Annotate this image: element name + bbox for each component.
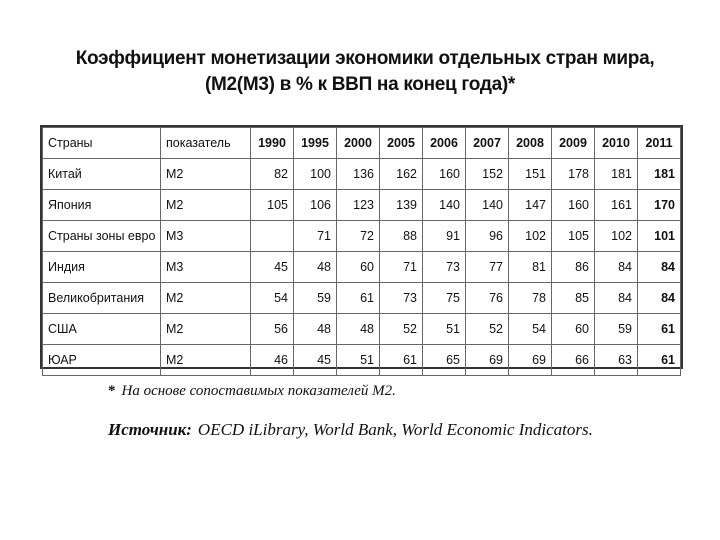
title-line-2: (М2(М3) в % к ВВП на конец года)* (204, 74, 515, 95)
country-cell: Индия (43, 252, 161, 283)
value-cell: 101 (638, 221, 681, 252)
value-cell: 76 (466, 283, 509, 314)
country-cell: США (43, 314, 161, 345)
value-cell: 73 (380, 283, 423, 314)
value-cell: 136 (337, 159, 380, 190)
header-country: Страны (43, 128, 161, 159)
header-year: 1995 (294, 128, 337, 159)
value-cell: 161 (595, 190, 638, 221)
value-cell: 84 (638, 283, 681, 314)
indicator-cell: М2 (161, 345, 251, 376)
source-label: Источник: (108, 420, 192, 439)
value-cell: 123 (337, 190, 380, 221)
value-cell: 139 (380, 190, 423, 221)
value-cell: 59 (595, 314, 638, 345)
value-cell: 170 (638, 190, 681, 221)
header-indicator: показатель (161, 128, 251, 159)
value-cell: 82 (251, 159, 294, 190)
header-year: 2000 (337, 128, 380, 159)
value-cell: 69 (509, 345, 552, 376)
value-cell: 152 (466, 159, 509, 190)
table-body (43, 159, 681, 376)
monetization-table (40, 125, 683, 369)
indicator-cell: М3 (161, 221, 251, 252)
value-cell: 60 (337, 252, 380, 283)
value-cell: 48 (294, 252, 337, 283)
table-row (43, 314, 681, 345)
value-cell: 52 (466, 314, 509, 345)
value-cell: 66 (552, 345, 595, 376)
value-cell: 162 (380, 159, 423, 190)
value-cell: 86 (552, 252, 595, 283)
table-row (43, 159, 681, 190)
footnote (108, 383, 396, 400)
header-year: 2005 (380, 128, 423, 159)
value-cell: 88 (380, 221, 423, 252)
value-cell: 151 (509, 159, 552, 190)
country-cell: Великобритания (43, 283, 161, 314)
header-year: 2008 (509, 128, 552, 159)
table-row (43, 283, 681, 314)
value-cell: 178 (552, 159, 595, 190)
indicator-cell: М3 (161, 252, 251, 283)
value-cell: 140 (466, 190, 509, 221)
table-header-row (43, 128, 681, 159)
indicator-cell: М2 (161, 159, 251, 190)
value-cell: 61 (638, 314, 681, 345)
footnote-text: На основе сопоставимых показателей М2. (121, 383, 396, 399)
value-cell: 60 (552, 314, 595, 345)
country-cell: Страны зоны евро (43, 221, 161, 252)
footnote-marker: * (108, 383, 116, 399)
value-cell (251, 221, 294, 252)
value-cell: 78 (509, 283, 552, 314)
header-year: 2006 (423, 128, 466, 159)
source-text: OECD iLibrary, World Bank, World Economic Indicators. (197, 420, 593, 439)
value-cell: 65 (423, 345, 466, 376)
value-cell: 160 (552, 190, 595, 221)
header-year: 1990 (251, 128, 294, 159)
country-cell: ЮАР (43, 345, 161, 376)
value-cell: 105 (251, 190, 294, 221)
header-year: 2007 (466, 128, 509, 159)
table-row (43, 190, 681, 221)
country-cell: Китай (43, 159, 161, 190)
value-cell: 81 (509, 252, 552, 283)
value-cell: 147 (509, 190, 552, 221)
value-cell: 140 (423, 190, 466, 221)
header-year: 2010 (595, 128, 638, 159)
value-cell: 72 (337, 221, 380, 252)
value-cell: 71 (294, 221, 337, 252)
value-cell: 52 (380, 314, 423, 345)
value-cell: 61 (380, 345, 423, 376)
source-note (108, 420, 593, 440)
header-year: 2011 (638, 128, 681, 159)
value-cell: 75 (423, 283, 466, 314)
value-cell: 45 (294, 345, 337, 376)
value-cell: 48 (337, 314, 380, 345)
value-cell: 84 (638, 252, 681, 283)
value-cell: 160 (423, 159, 466, 190)
value-cell: 181 (595, 159, 638, 190)
table-row (43, 345, 681, 376)
value-cell: 61 (337, 283, 380, 314)
indicator-cell: М2 (161, 190, 251, 221)
value-cell: 51 (423, 314, 466, 345)
value-cell: 100 (294, 159, 337, 190)
value-cell: 54 (509, 314, 552, 345)
value-cell: 71 (380, 252, 423, 283)
country-cell: Япония (43, 190, 161, 221)
value-cell: 48 (294, 314, 337, 345)
value-cell: 63 (595, 345, 638, 376)
indicator-cell: М2 (161, 283, 251, 314)
indicator-cell: М2 (161, 314, 251, 345)
value-cell: 91 (423, 221, 466, 252)
value-cell: 69 (466, 345, 509, 376)
value-cell: 46 (251, 345, 294, 376)
table-row (43, 252, 681, 283)
value-cell: 102 (509, 221, 552, 252)
value-cell: 96 (466, 221, 509, 252)
value-cell: 59 (294, 283, 337, 314)
value-cell: 181 (638, 159, 681, 190)
value-cell: 85 (552, 283, 595, 314)
table-row (43, 221, 681, 252)
value-cell: 56 (251, 314, 294, 345)
value-cell: 84 (595, 283, 638, 314)
value-cell: 61 (638, 345, 681, 376)
value-cell: 105 (552, 221, 595, 252)
value-cell: 106 (294, 190, 337, 221)
value-cell: 54 (251, 283, 294, 314)
value-cell: 102 (595, 221, 638, 252)
value-cell: 45 (251, 252, 294, 283)
page-title (0, 46, 720, 98)
header-year: 2009 (552, 128, 595, 159)
value-cell: 77 (466, 252, 509, 283)
value-cell: 51 (337, 345, 380, 376)
value-cell: 84 (595, 252, 638, 283)
title-line-1: Коэффициент монетизации экономики отдельных стран мира, (75, 48, 655, 69)
value-cell: 73 (423, 252, 466, 283)
